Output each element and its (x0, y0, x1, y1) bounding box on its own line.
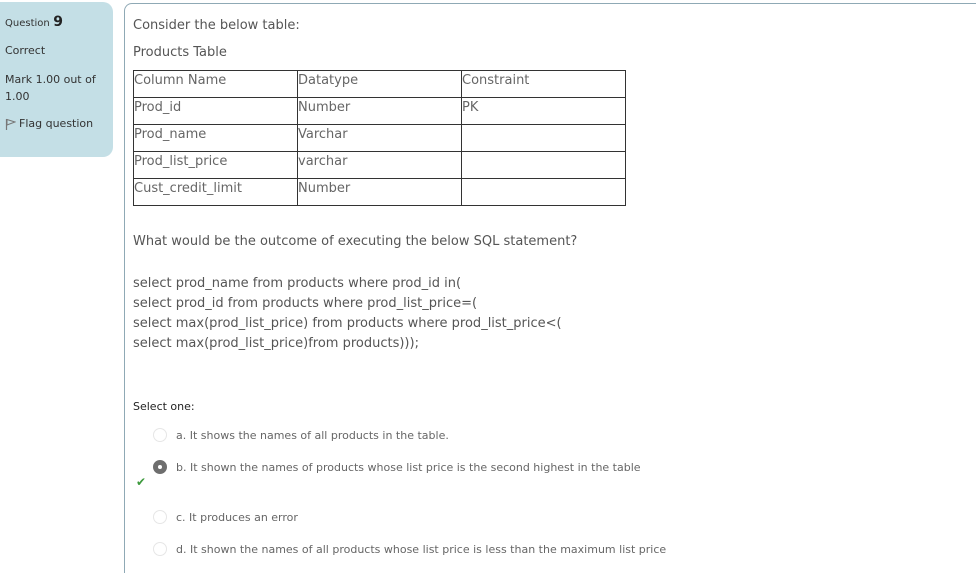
table-cell: Prod_id (134, 98, 298, 125)
radio-d[interactable] (153, 542, 167, 556)
table-row (134, 125, 626, 152)
table-cell: Column Name (134, 71, 298, 98)
question-label: Question (5, 18, 50, 29)
table-cell: Number (298, 98, 462, 125)
sql-line: select max(prod_list_price)from products))); (133, 336, 419, 351)
sql-statement (133, 274, 562, 354)
radio-b[interactable] (153, 460, 167, 474)
products-table (133, 70, 626, 206)
table-cell (462, 125, 626, 152)
answer-option-b[interactable] (153, 460, 641, 474)
table-header-row (134, 71, 626, 98)
answer-label-c: c. It produces an error (176, 510, 298, 524)
question-number: 9 (53, 14, 63, 30)
table-cell: varchar (298, 152, 462, 179)
question-text: What would be the outcome of executing the below SQL statement? (133, 234, 578, 249)
select-one-label: Select one: (133, 400, 195, 413)
answer-option-d[interactable] (153, 542, 666, 556)
table-row (134, 152, 626, 179)
answer-label-d: d. It shown the names of all products whose list price is less than the maximum list price (176, 542, 667, 556)
question-mark: Mark 1.00 out of 1.00 (5, 73, 96, 103)
question-heading (5, 14, 108, 30)
answer-option-a[interactable] (153, 428, 449, 442)
table-cell: Prod_list_price (134, 152, 298, 179)
table-cell: Number (298, 179, 462, 206)
table-title: Products Table (133, 45, 227, 60)
sql-line: select max(prod_list_price) from products where prod_list_price<( (133, 316, 562, 331)
answer-option-c[interactable] (153, 510, 298, 524)
table-cell (462, 179, 626, 206)
table-cell: Datatype (298, 71, 462, 98)
question-info-panel (0, 2, 113, 157)
table-cell: PK (462, 98, 626, 125)
radio-c[interactable] (153, 510, 167, 524)
question-intro: Consider the below table: (133, 18, 300, 33)
table-row (134, 98, 626, 125)
question-content (124, 3, 976, 573)
sql-line: select prod_id from products where prod_list_price=( (133, 296, 478, 311)
correct-check-icon: ✔ (136, 475, 147, 489)
radio-a[interactable] (153, 428, 167, 442)
table-cell: Constraint (462, 71, 626, 98)
table-cell: Cust_credit_limit (134, 179, 298, 206)
flag-question-label: Flag question (19, 117, 94, 130)
question-state: Correct (5, 44, 46, 57)
table-cell: Varchar (298, 125, 462, 152)
answer-label-b: b. It shown the names of products whose list price is the second highest in the table (176, 460, 641, 474)
table-row (134, 179, 626, 206)
answer-label-a: a. It shows the names of all products in the table. (176, 428, 449, 442)
flag-icon (5, 118, 16, 130)
table-cell: Prod_name (134, 125, 298, 152)
flag-question-button[interactable] (5, 117, 108, 130)
sql-line: select prod_name from products where prod_id in( (133, 276, 462, 291)
table-cell (462, 152, 626, 179)
